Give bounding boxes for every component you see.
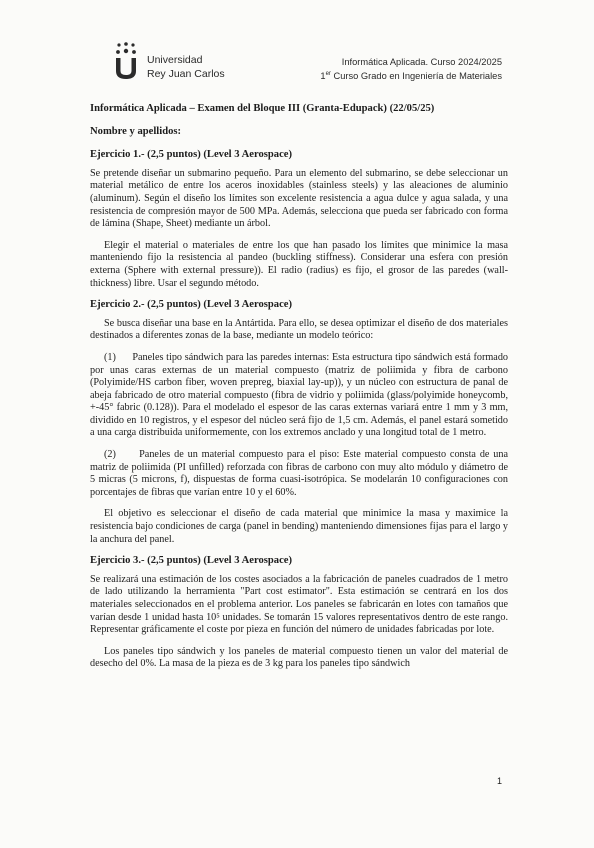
exercise-3-paragraph-1: Se realizará una estimación de los costes asociados a la fabricación de paneles cuadrados de 1 metro de lado utilizando la herramienta "Part cost estimator". Esta estimación se centrará en los dos materiales seleccionados en el problema anterior. Los paneles se fabricarán en lotes con tamaños que varían desde 1 unidad hasta 10⁵ unidades. Se tomarán 15 valores representativos dentro de este rango. Representar gráficamente el coste por pieza en función del número de unidades fabricadas por lote. xyxy=(90,573,508,636)
exercise-3-paragraph-2: Los paneles tipo sándwich y los paneles de material compuesto tienen un valor del material de desecho del 0%. La masa de la pieza es de 3 kg para los paneles tipo sándwich xyxy=(90,645,508,670)
course-year-suffix: er xyxy=(325,70,331,77)
name-label: Nombre y apellidos: xyxy=(90,125,182,137)
course-degree: Curso Grado en Ingeniería de Materiales xyxy=(330,71,502,81)
university-line-1: Universidad xyxy=(147,54,203,66)
exam-title: Informática Aplicada – Examen del Bloque III (Granta-Edupack) (22/05/25) xyxy=(90,103,435,114)
exercise-1-heading: Ejercicio 1.- (2,5 puntos) (Level 3 Aerospace) xyxy=(90,149,293,161)
item-2-number: (2) xyxy=(104,449,116,461)
course-line-2 xyxy=(320,69,502,83)
course-line-1: Informática Aplicada. Curso 2024/2025 xyxy=(341,57,502,67)
item-1-text: Paneles tipo sándwich para las paredes internas: Esta estructura tipo sándwich está formado por unas caras externas de un material compuesto (matriz de poliimida y fibra de carbono (Polyimide/HS carbon fiber, woven prepreg, biaxial lay-up)), y un núcleo con estructura de panal de abeja fabricado de otro material compuesto (fibra de vidrio y poliimida (glass/polyimide honeycomb, +-45° fabric (0.128)). Para el modelado el espesor de las caras externas variará entre 1 mm y 3 mm, dividido en 10 registros, y el espesor del núcleo será fijo de 1,5 cm. Además, el panel estará sometido a una carga distribuida uniformemente, con los extremos anclado y una longitud total de 1 metro. xyxy=(90,351,509,439)
university-name xyxy=(147,53,225,81)
course-year: 1 xyxy=(320,71,326,81)
exercise-1-paragraph-1: Se pretende diseñar un submarino pequeño. Para un elemento del submarino, se debe seleccionar un material metálico de entre los aceros inoxidables (stainless steels) y las aleaciones de aluminio (aluminum). Según el diseño los límites son excelente resistencia a agua dulce y agua salada, y una resistencia de compresión mayor de 500 MPa. Además, selecciona que pueda ser fabricado con forma de lámina (Shape, Sheet) mediante un árbol. xyxy=(90,167,508,230)
university-line-2: Rey Juan Carlos xyxy=(147,68,225,80)
page-number: 1 xyxy=(497,776,503,786)
exercise-2-item-1 xyxy=(90,352,508,440)
exercise-2-paragraph-2: El objetivo es seleccionar el diseño de cada material que minimice la masa y maximice la resistencia bajo condiciones de carga (panel in bending) manteniendo dimensiones fijas para el largo y la anchura del panel. xyxy=(90,508,508,545)
exam-content xyxy=(90,103,508,680)
exercise-3-heading: Ejercicio 3.- (2,5 puntos) (Level 3 Aerospace) xyxy=(90,555,293,567)
item-1-number: (1) xyxy=(104,351,116,363)
course-info xyxy=(320,55,502,83)
exercise-2-item-2 xyxy=(90,449,508,499)
item-2-text: Paneles de un material compuesto para el piso: Este material compuesto consta de una matriz de poliimida (PI unfilled) reforzada con fibras de carbono con muy alto módulo y diámetro de 5 micras (5 microns, f), dispuestas de forma cuasi-isotrópica. Se modelarán 10 configuraciones con porcentajes de fibras que varían entre 10 y el 60%. xyxy=(90,449,509,498)
exercise-2-paragraph-1: Se busca diseñar una base en la Antártida. Para ello, se desea optimizar el diseño de dos materiales destinados a diferentes zonas de la base, mediante un modelo teórico: xyxy=(90,317,508,342)
university-logo-icon xyxy=(113,42,139,80)
exercise-2-heading: Ejercicio 2.- (2,5 puntos) (Level 3 Aerospace) xyxy=(90,299,293,311)
exercise-1-paragraph-2: Elegir el material o materiales de entre los que han pasado los límites que minimice la masa manteniendo fijo la resistencia al pandeo (buckling stiffness). Considerar una esfera con presión externa (Sphere with external pressure)). El radio (radius) es fijo, el grosor de las paredes (wall-thickness) libre. Usar el segundo método. xyxy=(90,239,508,289)
